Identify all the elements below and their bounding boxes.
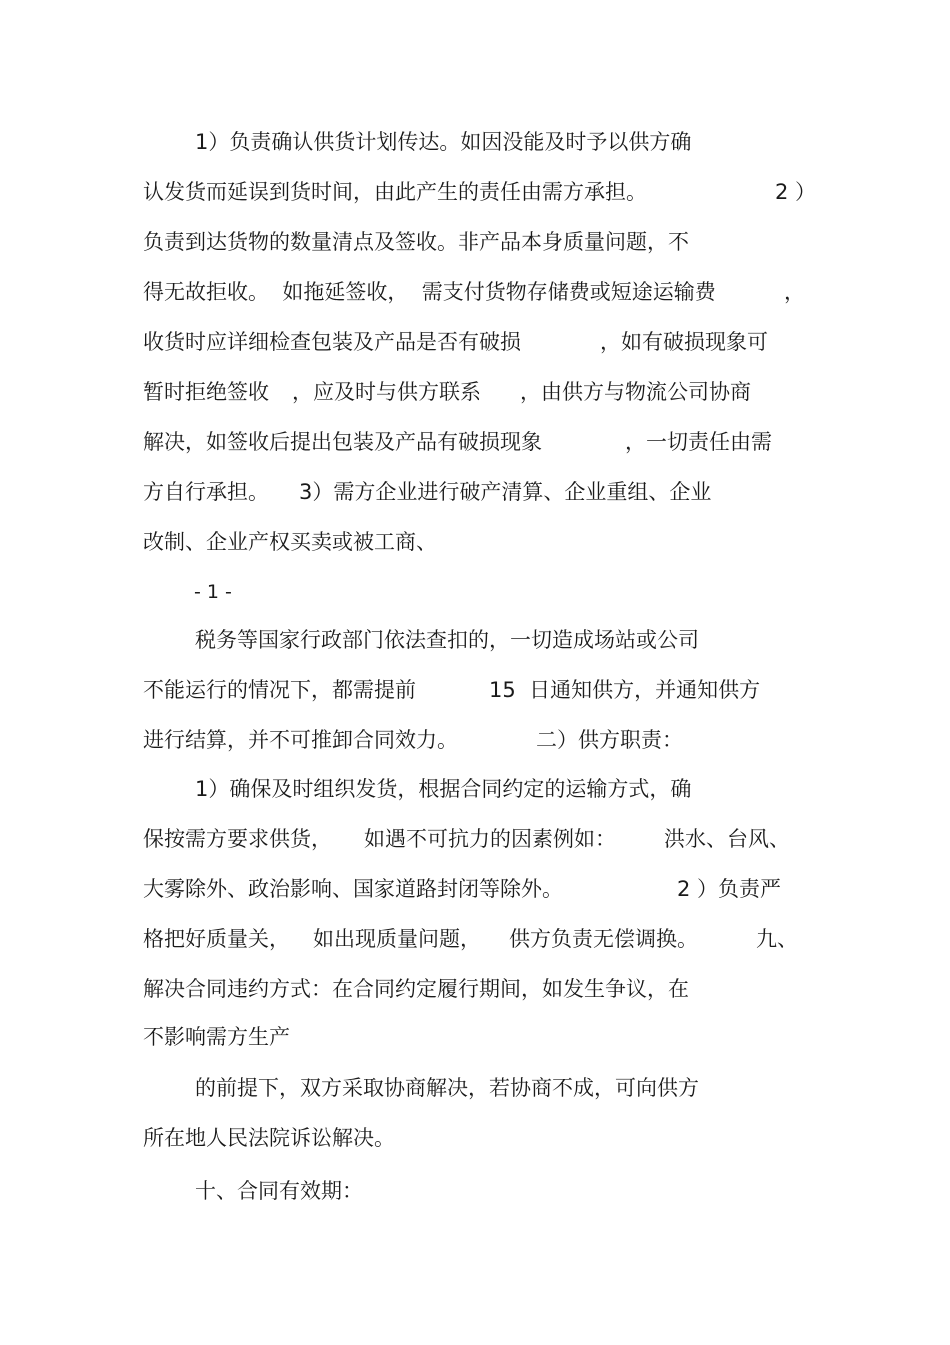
- text-segment: 大雾除外、政治影响、国家道路封闭等除外。: [143, 877, 563, 901]
- text-line: [0, 715, 950, 765]
- text-segment: 3）需方企业进行破产清算、企业重组、企业: [299, 480, 712, 504]
- text-line: [0, 914, 950, 964]
- text-segment: 不影响需方生产: [143, 1025, 290, 1049]
- text-line: [0, 864, 950, 914]
- text-segment: 不能运行的情况下，都需提前: [143, 678, 416, 702]
- text-segment: 认发货而延误到货时间，由此产生的责任由需方承担。: [143, 180, 647, 204]
- text-segment: ，由供方与物流公司协商: [520, 380, 751, 404]
- text-segment: 九、: [756, 927, 798, 951]
- text-line: [0, 964, 950, 1014]
- text-segment: 如出现质量问题，: [313, 927, 481, 951]
- text-segment: ，一切责任由需: [625, 430, 772, 454]
- text-segment: 15 日通知供方，并通知供方: [489, 678, 761, 702]
- text-segment: ，: [784, 280, 805, 304]
- text-line: [0, 367, 950, 417]
- text-line: [0, 1012, 950, 1062]
- text-segment: 解决合同违约方式：在合同约定履行期间，如发生争议，在: [143, 977, 689, 1001]
- text-segment: 得无故拒收。 如拖延签收， 需支付货物存储费或短途运输费: [143, 280, 716, 304]
- text-line: [0, 567, 950, 617]
- text-segment: 进行结算，并不可推卸合同效力。: [143, 728, 458, 752]
- text-line: [0, 517, 950, 567]
- text-line: [0, 1166, 950, 1216]
- text-segment: 1）负责确认供货计划传达。如因没能及时予以供方确: [195, 130, 692, 154]
- text-segment: 洪水、台风、: [664, 827, 790, 851]
- text-line: [0, 1063, 950, 1113]
- text-segment: 所在地人民法院诉讼解决。: [143, 1126, 395, 1150]
- text-line: [0, 117, 950, 167]
- text-segment: 格把好质量关，: [143, 927, 290, 951]
- text-line: [0, 764, 950, 814]
- text-segment: 负责到达货物的数量清点及签收。非产品本身质量问题，不: [143, 230, 689, 254]
- text-segment: 改制、企业产权买卖或被工商、: [143, 530, 437, 554]
- text-segment: 1）确保及时组织发货，根据合同约定的运输方式，确: [195, 777, 692, 801]
- text-segment: 解决，如签收后提出包装及产品有破损现象: [143, 430, 542, 454]
- text-segment: 保按需方要求供货，: [143, 827, 332, 851]
- text-line: [0, 467, 950, 517]
- text-segment: 暂时拒绝签收: [143, 380, 269, 404]
- text-segment: 的前提下，双方采取协商解决，若协商不成，可向供方: [195, 1076, 699, 1100]
- text-segment: 如遇不可抗力的因素例如：: [364, 827, 616, 851]
- text-line: [0, 417, 950, 467]
- text-line: [0, 317, 950, 367]
- text-segment: 收货时应详细检查包装及产品是否有破损: [143, 330, 521, 354]
- text-segment: 二）供方职责：: [536, 728, 683, 752]
- text-line: [0, 615, 950, 665]
- text-segment: 供方负责无偿调换。: [509, 927, 698, 951]
- text-segment: 2 ）负责严: [677, 877, 782, 901]
- text-segment: 2 ）: [775, 180, 817, 204]
- text-line: [0, 267, 950, 317]
- section-heading: 十、合同有效期：: [195, 1179, 363, 1203]
- text-segment: ，如有破损现象可: [600, 330, 768, 354]
- page-number: - 1 -: [194, 581, 232, 603]
- text-line: [0, 814, 950, 864]
- text-segment: ，应及时与供方联系: [292, 380, 481, 404]
- text-line: [0, 1113, 950, 1163]
- text-segment: 方自行承担。: [143, 480, 269, 504]
- text-segment: 税务等国家行政部门依法查扣的，一切造成场站或公司: [195, 628, 699, 652]
- text-line: [0, 217, 950, 267]
- text-line: [0, 665, 950, 715]
- text-line: [0, 167, 950, 217]
